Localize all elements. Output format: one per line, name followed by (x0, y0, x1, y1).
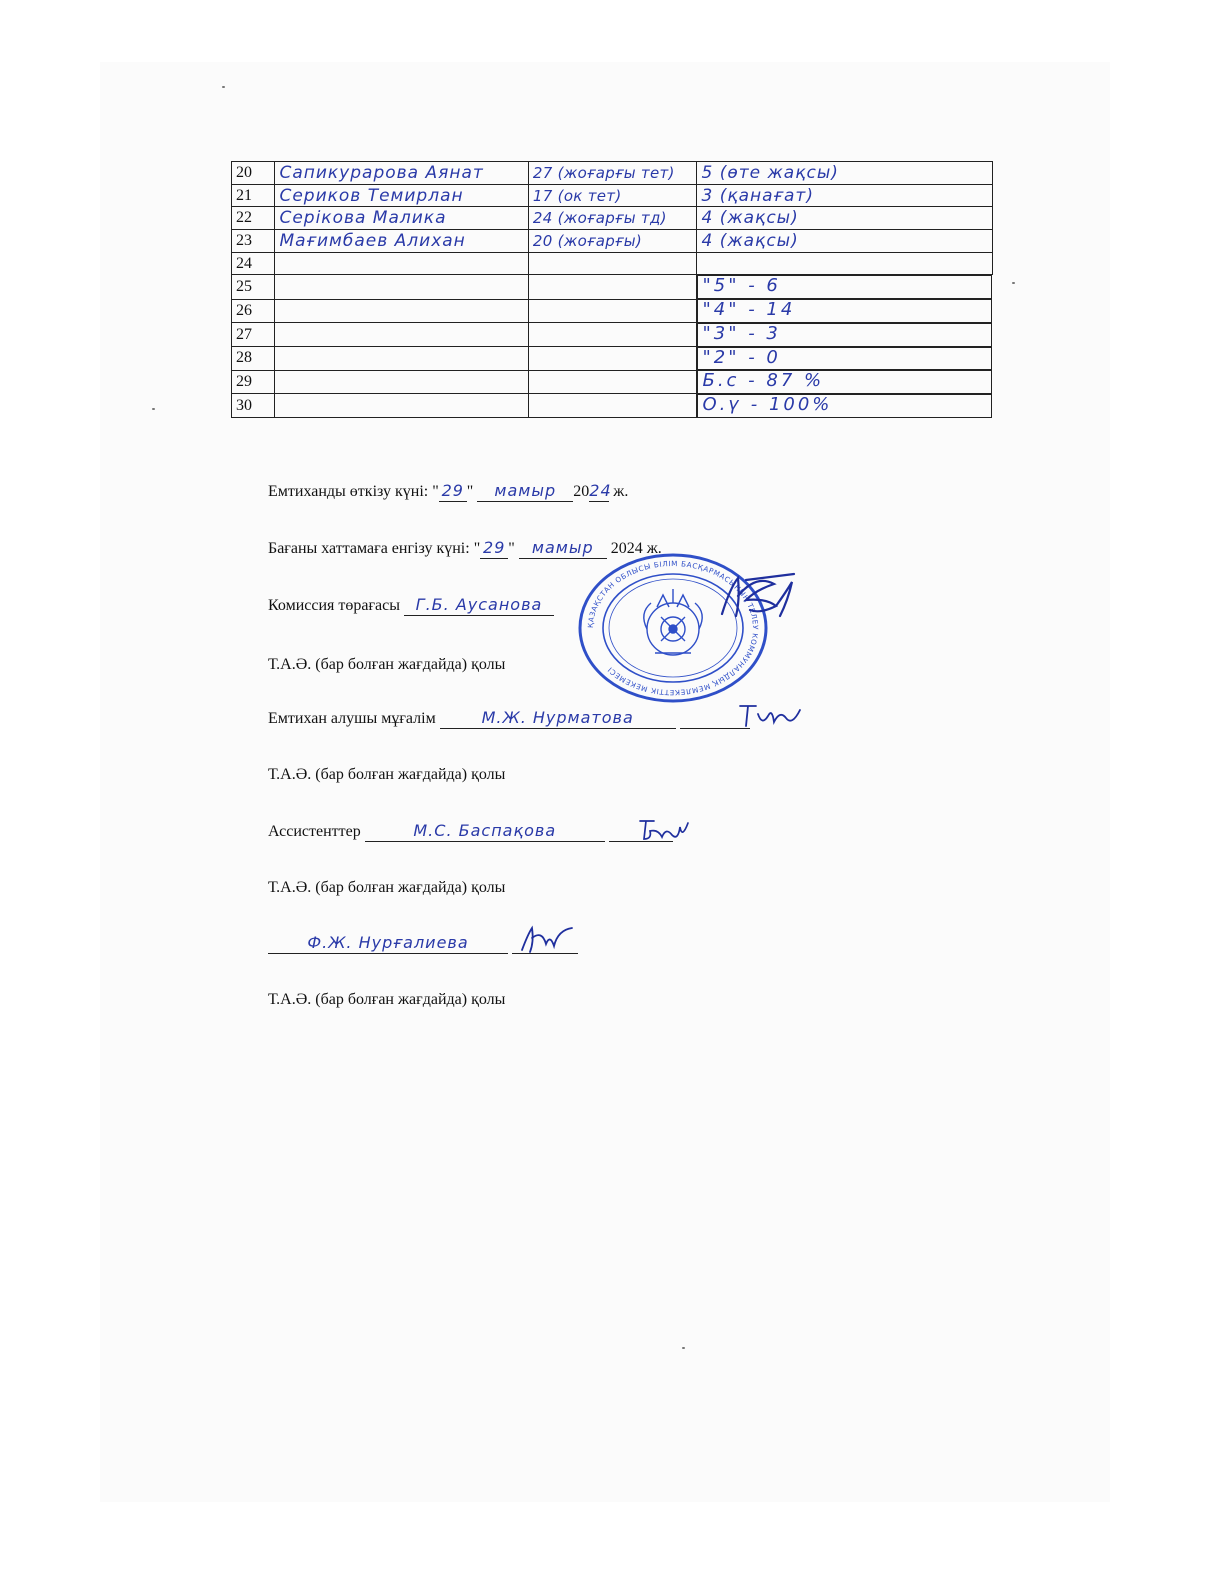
score-cell (528, 347, 697, 371)
score-cell (528, 252, 697, 275)
entry-date-label: Бағаны хаттамаға енгізу күні: " (268, 540, 481, 557)
table-row (232, 299, 993, 323)
grade-cell: 4 (жақсы) (697, 207, 993, 230)
score-cell (528, 394, 697, 418)
student-name-cell (275, 394, 528, 418)
student-name-cell (275, 347, 528, 371)
grade-cell: "5" - 6 (697, 275, 992, 299)
score-cell: 20 (жоғарғы) (528, 230, 697, 253)
exam-date-month: мамыр (477, 482, 573, 502)
score-cell (528, 275, 697, 299)
row-number-cell: 22 (232, 207, 275, 230)
grade-cell: О.ү - 100% (697, 394, 992, 418)
grade-cell: 5 (өте жақсы) (697, 162, 993, 185)
scan-speck (682, 1347, 685, 1349)
exam-date-year-prefix: 20 (573, 483, 590, 500)
exam-date-suffix: ж. (613, 483, 629, 500)
row-number-cell: 25 (232, 275, 275, 299)
row-number-cell: 24 (232, 252, 275, 275)
row-number-cell: 28 (232, 347, 275, 371)
score-cell: 27 (жоғарғы тет) (528, 162, 697, 185)
chairman-name: Г.Б. Аусанова (404, 596, 554, 616)
quote-close: " (508, 540, 515, 557)
grade-cell: 4 (жақсы) (697, 230, 993, 253)
score-cell: 17 (ок тет) (528, 184, 697, 207)
table-row (232, 347, 993, 371)
quote-close: " (466, 483, 474, 500)
assistant-1-fio-caption: Т.А.Ә. (бар болған жағдайда) қолы (268, 879, 506, 896)
score-cell (528, 299, 697, 323)
table-row (232, 275, 993, 299)
teacher-signature (736, 700, 804, 730)
scan-speck (222, 86, 225, 88)
assistant-1-signature (636, 815, 690, 843)
stamp-text: ҚАЗАҚСТАН ОБЛЫСЫ БІЛІМ БАСҚАРМАСЫНЫҢ ТЕЛЕУ КОММУНАЛДЫҚ МЕМЛЕКЕТТІК МЕКЕМЕСІ (585, 558, 761, 698)
row-number-cell: 27 (232, 323, 275, 347)
score-cell: 24 (жоғарғы тд) (528, 207, 697, 230)
chairman-fio-caption: Т.А.Ә. (бар болған жағдайда) қолы (268, 656, 506, 673)
row-number-cell: 20 (232, 162, 275, 185)
student-name-cell: Сапикурарова Аянат (275, 162, 528, 185)
grades-table (231, 161, 993, 418)
grade-cell: "3" - 3 (697, 323, 992, 347)
row-number-cell: 23 (232, 230, 275, 253)
assistant-1-name: М.С. Баспақова (365, 822, 605, 842)
exam-date-label: Емтиханды өткізу күні: " (268, 483, 439, 500)
assistant-2-fio-caption: Т.А.Ә. (бар болған жағдайда) қолы (268, 991, 506, 1008)
scan-speck (152, 408, 155, 410)
student-name-cell (275, 275, 528, 299)
exam-date-day: 29 (439, 482, 467, 502)
table-row (232, 162, 993, 185)
entry-date-month: мамыр (519, 539, 607, 559)
row-number-cell: 29 (232, 370, 275, 394)
grade-cell: Б.с - 87 % (697, 370, 992, 394)
student-name-cell (275, 299, 528, 323)
assistants-label: Ассистенттер (268, 823, 361, 840)
row-number-cell: 21 (232, 184, 275, 207)
entry-date-suffix: ж. (646, 540, 662, 557)
table-row (232, 323, 993, 347)
assistants-line (268, 822, 673, 842)
exam-date-year-suffix: 24 (589, 481, 612, 500)
teacher-fio-caption: Т.А.Ә. (бар болған жағдайда) қолы (268, 766, 506, 783)
scan-speck (1012, 282, 1015, 284)
row-number-cell: 26 (232, 299, 275, 323)
table-row (232, 184, 993, 207)
assistant-2-signature (516, 924, 576, 954)
grade-cell: "2" - 0 (697, 347, 992, 371)
teacher-label: Емтихан алушы мұғалім (268, 710, 436, 727)
table-row (232, 207, 993, 230)
emblem-icon (644, 589, 702, 655)
table-row (232, 230, 993, 253)
student-name-cell (275, 323, 528, 347)
table-row (232, 370, 993, 394)
entry-date-year: 2024 (610, 540, 643, 557)
score-cell (528, 323, 697, 347)
teacher-line (268, 709, 750, 729)
table-row (232, 394, 993, 418)
student-name-cell (275, 252, 528, 275)
exam-date-line (268, 482, 628, 502)
student-name-cell: Сериков Темирлан (275, 184, 528, 207)
chairman-label: Комиссия төрағасы (268, 597, 400, 614)
assistant-2-name: Ф.Ж. Нурғалиева (268, 934, 508, 954)
chairman-line (268, 596, 554, 616)
table-row (232, 252, 993, 275)
entry-date-day: 29 (480, 539, 508, 559)
grade-cell: "4" - 14 (697, 299, 992, 323)
student-name-cell: Мағимбаев Алихан (275, 230, 528, 253)
row-number-cell: 30 (232, 394, 275, 418)
score-cell (528, 370, 697, 394)
grade-cell (697, 252, 993, 275)
teacher-name: М.Ж. Нурматова (440, 709, 676, 729)
student-name-cell (275, 370, 528, 394)
grade-cell: 3 (қанағат) (697, 184, 993, 207)
chairman-signature (716, 570, 800, 622)
student-name-cell: Серікова Малика (275, 207, 528, 230)
